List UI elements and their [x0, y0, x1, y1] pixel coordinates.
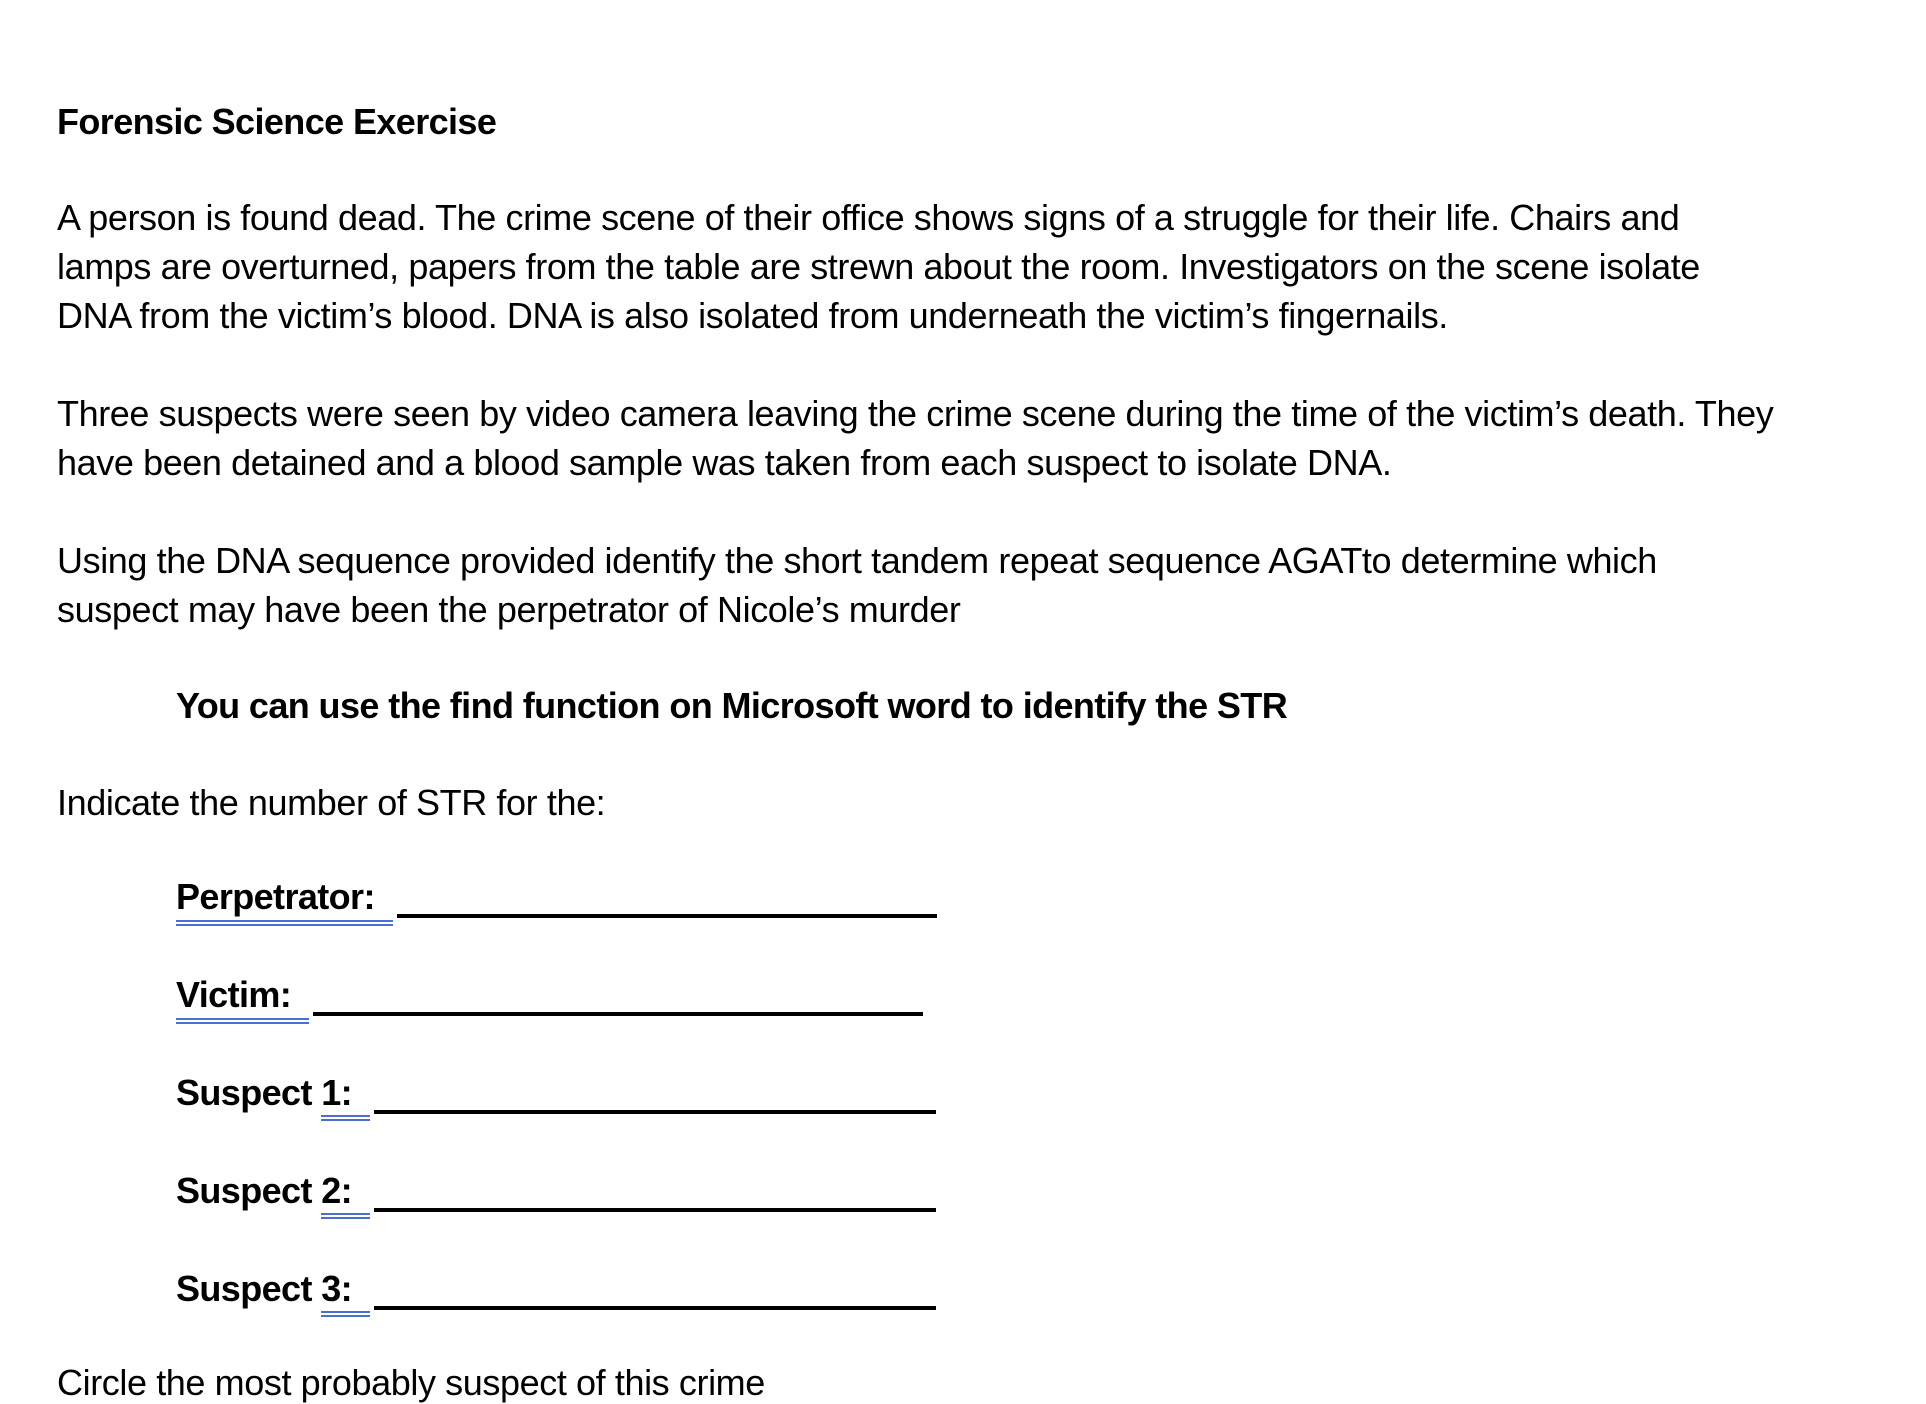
- victim-answer-blank[interactable]: [313, 1012, 923, 1016]
- suspect-1-prefix: Suspect: [176, 1072, 322, 1113]
- suspect-3-number: 3:: [321, 1268, 353, 1309]
- paragraph-line: have been detained and a blood sample was taken from each suspect to isolate DNA.: [57, 442, 1392, 483]
- answer-row-suspect-3: [176, 1262, 936, 1312]
- paragraph-line: lamps are overturned, papers from the table are strewn about the room. Investigators on the scene isolate: [57, 246, 1700, 287]
- suspect-2-answer-blank[interactable]: [374, 1208, 936, 1212]
- suspect-2-prefix: Suspect: [176, 1170, 322, 1211]
- paragraph-line: suspect may have been the perpetrator of Nicole’s murder: [57, 589, 961, 630]
- suspect-1-label: [176, 1072, 352, 1116]
- answer-row-suspect-2: [176, 1164, 936, 1214]
- document-title: Forensic Science Exercise: [57, 101, 497, 142]
- suspect-3-answer-blank[interactable]: [374, 1306, 936, 1310]
- find-function-note: You can use the find function on Microsoft word to identify the STR: [176, 685, 1288, 726]
- paragraph-crime-scene: [57, 193, 1700, 340]
- answer-row-perpetrator: [176, 870, 937, 920]
- suspect-1-number: 1:: [321, 1072, 353, 1113]
- suspect-1-answer-blank[interactable]: [374, 1110, 936, 1114]
- str-count-intro: Indicate the number of STR for the:: [57, 782, 606, 823]
- paragraph-line: DNA from the victim’s blood. DNA is also isolated from underneath the victim’s fingernails.: [57, 295, 1448, 336]
- answer-row-victim: [176, 968, 923, 1018]
- paragraph-line: A person is found dead. The crime scene of their office shows signs of a struggle for their life. Chairs and: [57, 197, 1680, 238]
- paragraph-instructions: [57, 536, 1657, 634]
- paragraph-line: Three suspects were seen by video camera leaving the crime scene during the time of the victim’s death. They: [57, 393, 1774, 434]
- suspect-2-number: 2:: [321, 1170, 353, 1211]
- suspect-2-label: [176, 1170, 352, 1214]
- victim-label: Victim:: [176, 974, 291, 1018]
- circle-suspect-instruction: Circle the most probably suspect of this crime: [57, 1362, 765, 1403]
- perpetrator-label: Perpetrator:: [176, 876, 375, 920]
- paragraph-line: Using the DNA sequence provided identify the short tandem repeat sequence AGATto determine which: [57, 540, 1657, 581]
- perpetrator-answer-blank[interactable]: [397, 914, 937, 918]
- answer-row-suspect-1: [176, 1066, 936, 1116]
- suspect-3-prefix: Suspect: [176, 1268, 322, 1309]
- paragraph-suspects: [57, 389, 1773, 487]
- suspect-3-label: [176, 1268, 352, 1312]
